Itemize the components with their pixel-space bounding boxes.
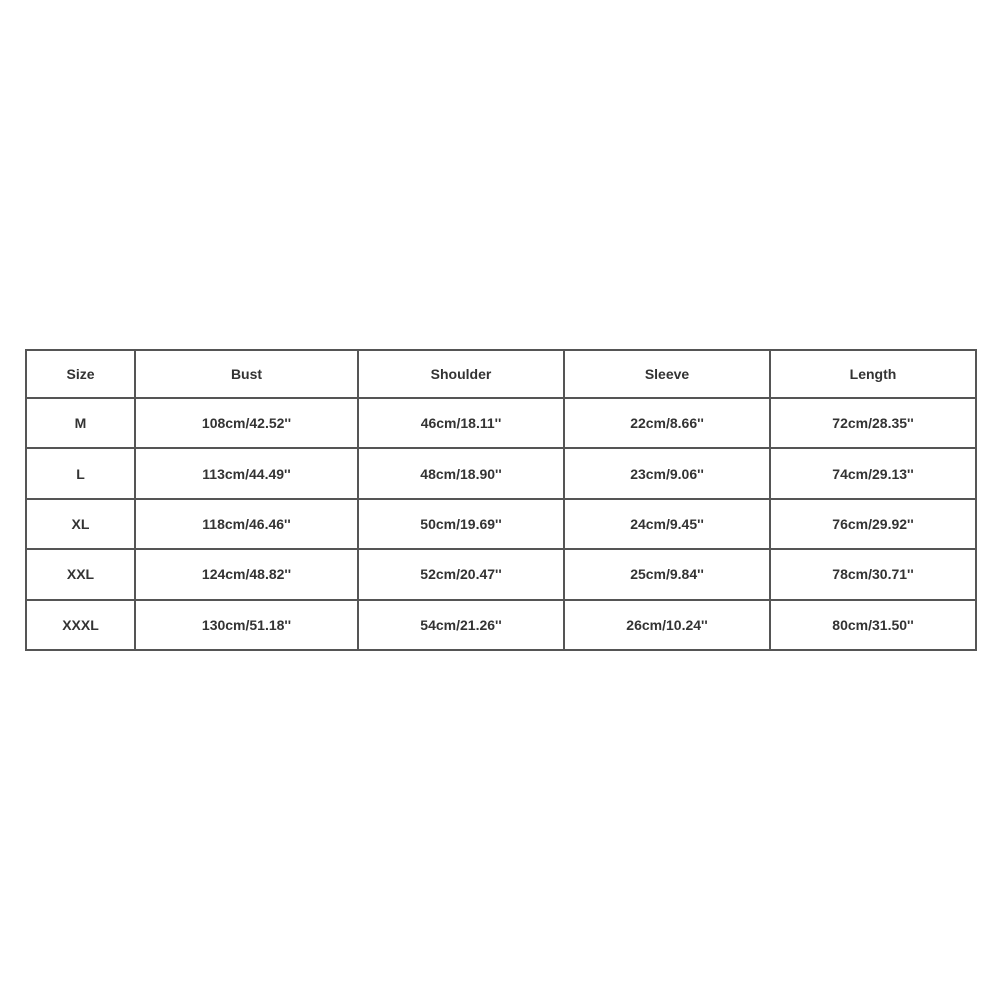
table-row — [26, 398, 976, 448]
table-row — [26, 499, 976, 549]
cell-sleeve: 25cm/9.84'' — [564, 549, 770, 599]
cell-shoulder: 52cm/20.47'' — [358, 549, 564, 599]
cell-shoulder: 50cm/19.69'' — [358, 499, 564, 549]
cell-sleeve: 24cm/9.45'' — [564, 499, 770, 549]
cell-length: 80cm/31.50'' — [770, 600, 976, 650]
table-row — [26, 549, 976, 599]
cell-length: 76cm/29.92'' — [770, 499, 976, 549]
cell-size: XL — [26, 499, 135, 549]
size-chart-table — [25, 349, 977, 651]
cell-shoulder: 48cm/18.90'' — [358, 448, 564, 498]
header-size: Size — [26, 350, 135, 398]
cell-length: 78cm/30.71'' — [770, 549, 976, 599]
cell-bust: 130cm/51.18'' — [135, 600, 358, 650]
cell-sleeve: 23cm/9.06'' — [564, 448, 770, 498]
cell-sleeve: 22cm/8.66'' — [564, 398, 770, 448]
cell-bust: 113cm/44.49'' — [135, 448, 358, 498]
cell-length: 72cm/28.35'' — [770, 398, 976, 448]
table-row — [26, 600, 976, 650]
header-sleeve: Sleeve — [564, 350, 770, 398]
header-row — [26, 350, 976, 398]
table-row — [26, 448, 976, 498]
cell-shoulder: 54cm/21.26'' — [358, 600, 564, 650]
cell-bust: 124cm/48.82'' — [135, 549, 358, 599]
header-length: Length — [770, 350, 976, 398]
header-shoulder: Shoulder — [358, 350, 564, 398]
cell-bust: 108cm/42.52'' — [135, 398, 358, 448]
cell-length: 74cm/29.13'' — [770, 448, 976, 498]
header-bust: Bust — [135, 350, 358, 398]
cell-size: M — [26, 398, 135, 448]
cell-size: L — [26, 448, 135, 498]
cell-sleeve: 26cm/10.24'' — [564, 600, 770, 650]
cell-size: XXXL — [26, 600, 135, 650]
cell-size: XXL — [26, 549, 135, 599]
cell-shoulder: 46cm/18.11'' — [358, 398, 564, 448]
cell-bust: 118cm/46.46'' — [135, 499, 358, 549]
